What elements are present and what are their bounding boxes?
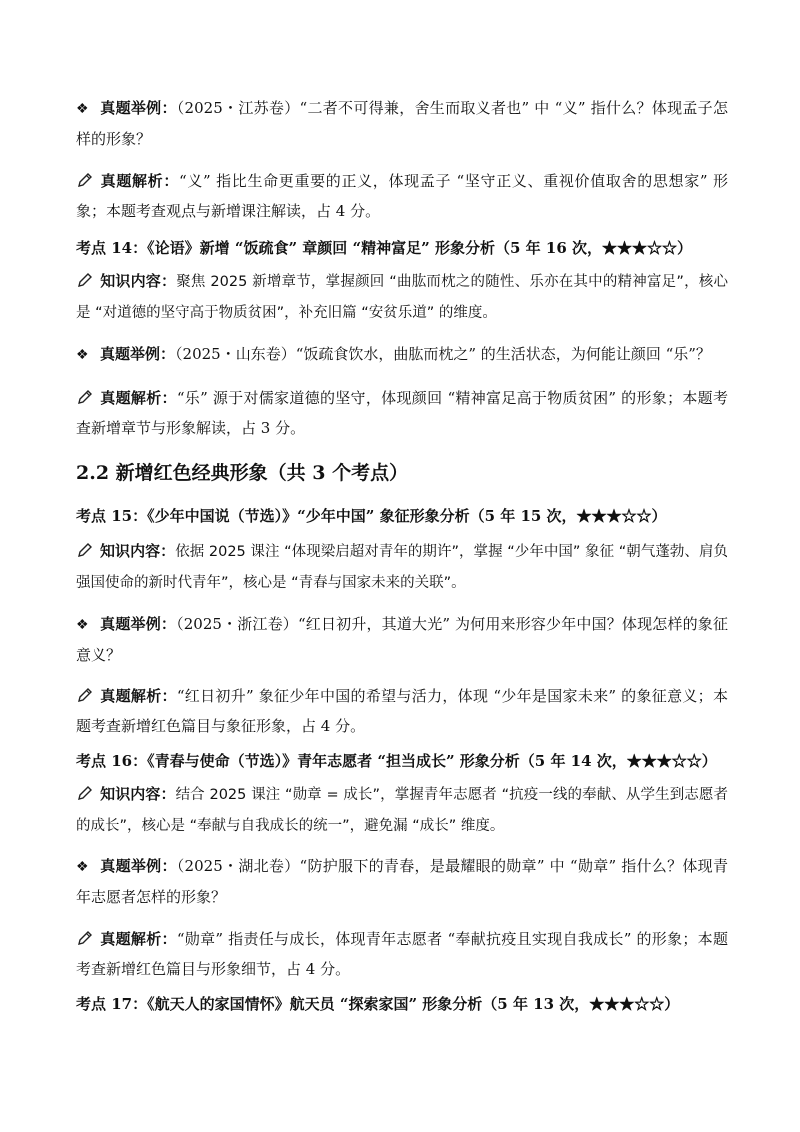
block-label: 真题举例 — [100, 345, 161, 363]
pencil-icon — [76, 383, 96, 413]
block-text: “乐” 源于对儒家道德的坚守，体现颜回 “精神富足高于物质贫困” 的形象；本题考查新增章节与形象解读，占 3 分。 — [76, 389, 728, 437]
exam-example: ❖ 真题举例：（2025・湖北卷）“防护服下的青春，是最耀眼的勋章” 中 “勋章” 指什么？体现青年志愿者怎样的形象？ — [76, 851, 728, 912]
kaodian-heading: 考点 17：《航天人的家国情怀》航天员 “探索家国” 形象分析（5 年 13 次，★★★☆☆） — [76, 995, 680, 1013]
block-label: 真题解析 — [100, 930, 162, 948]
pencil-icon — [76, 166, 96, 196]
knowledge-content: 知识内容：聚焦 2025 新增章节，掌握颜回 “曲肱而枕之的随性、乐亦在其中的精神富足”，核心是 “对道德的坚守高于物质贫困”，补充旧篇 “安贫乐道” 的维度。 — [76, 266, 728, 328]
block-text: （2025・江苏卷）“二者不可得兼，舍生而取义者也” 中 “义” 指什么？体现孟子怎样的形象？ — [76, 99, 728, 148]
block-label: 知识内容 — [100, 785, 161, 803]
block-text: 依据 2025 课注 “体现梁启超对青年的期许”，掌握 “少年中国” 象征 “朝气蓬勃、肩负强国使命的新时代青年”，核心是 “青春与国家未来的关联”。 — [76, 544, 728, 591]
kaodian-heading: 考点 15：《少年中国说（节选）》“少年中国” 象征形象分析（5 年 15 次，★★★☆☆） — [76, 507, 667, 525]
pen-icon — [76, 266, 96, 296]
block-label: 知识内容 — [100, 542, 161, 560]
block-text: “勋章” 指责任与成长，体现青年志愿者 “奉献抗疫且实现自我成长” 的形象；本题考查新增红色篇目与形象细节，占 4 分。 — [76, 930, 728, 978]
knowledge-content: 知识内容：依据 2025 课注 “体现梁启超对青年的期许”，掌握 “少年中国” 象征 “朝气蓬勃、肩负强国使命的新时代青年”，核心是 “青春与国家未来的关联”。 — [76, 536, 728, 598]
exam-example: ❖ 真题举例：（2025・江苏卷）“二者不可得兼，舍生而取义者也” 中 “义” 指什么？体现孟子怎样的形象？ — [76, 93, 728, 154]
diamond-icon: ❖ — [76, 101, 89, 117]
pencil-icon — [76, 681, 96, 711]
kaodian-heading: 考点 14：《论语》新增 “饭疏食” 章颜回 “精神富足” 形象分析（5 年 16 次，★★★☆☆） — [76, 239, 692, 257]
diamond-icon: ❖ — [76, 617, 89, 633]
exam-analysis: 真题解析：“勋章” 指责任与成长，体现青年志愿者 “奉献抗疫且实现自我成长” 的形象；本题考查新增红色篇目与形象细节，占 4 分。 — [76, 924, 728, 984]
kaodian-heading: 考点 16：《青春与使命（节选）》青年志愿者 “担当成长” 形象分析（5 年 14 次，★★★☆☆） — [76, 752, 717, 770]
exam-analysis: 真题解析：“红日初升” 象征少年中国的希望与活力，体现 “少年是国家未来” 的象征意义；本题考查新增红色篇目与象征形象，占 4 分。 — [76, 681, 728, 741]
block-label: 真题举例 — [100, 99, 162, 117]
block-text: （2025・山东卷）“饭疏食饮水，曲肱而枕之” 的生活状态，为何能让颜回 “乐”？ — [175, 345, 711, 363]
exam-example: ❖ 真题举例：（2025・山东卷）“饭疏食饮水，曲肱而枕之” 的生活状态，为何能让颜回 “乐”？ — [76, 339, 728, 370]
diamond-icon: ❖ — [76, 859, 89, 875]
block-text: （2025・浙江卷）“红日初升，其道大光” 为何用来形容少年中国？体现怎样的象征意义？ — [76, 615, 728, 664]
exam-analysis: 真题解析：“乐” 源于对儒家道德的坚守，体现颜回 “精神富足高于物质贫困” 的形象；本题考查新增章节与形象解读，占 3 分。 — [76, 383, 728, 443]
block-text: “义” 指比生命更重要的正义，体现孟子 “坚守正义、重视价值取舍的思想家” 形象；本题考查观点与新增课注解读，占 4 分。 — [76, 172, 728, 220]
section-heading: 2.2 新增红色经典形象（共 3 个考点） — [76, 462, 409, 484]
block-text: 结合 2025 课注 “勋章 = 成长”，掌握青年志愿者 “抗疫一线的奉献、从学生到志愿者的成长”，核心是 “奉献与自我成长的统一”，避免漏 “成长” 维度。 — [76, 787, 728, 834]
exam-example: ❖ 真题举例：（2025・浙江卷）“红日初升，其道大光” 为何用来形容少年中国？体现怎样的象征意义？ — [76, 609, 728, 670]
knowledge-content: 知识内容：结合 2025 课注 “勋章 = 成长”，掌握青年志愿者 “抗疫一线的奉献、从学生到志愿者的成长”，核心是 “奉献与自我成长的统一”，避免漏 “成长” 维度。 — [76, 779, 728, 841]
block-text: “红日初升” 象征少年中国的希望与活力，体现 “少年是国家未来” 的象征意义；本题考查新增红色篇目与象征形象，占 4 分。 — [76, 687, 728, 735]
pen-icon — [76, 536, 96, 566]
block-label: 真题解析 — [100, 687, 162, 705]
block-label: 知识内容 — [100, 272, 162, 290]
block-label: 真题举例 — [100, 615, 161, 633]
pen-icon — [76, 779, 96, 809]
block-text: 聚焦 2025 新增章节，掌握颜回 “曲肱而枕之的随性、乐亦在其中的精神富足”，核心是 “对道德的坚守高于物质贫困”，补充旧篇 “安贫乐道” 的维度。 — [76, 274, 728, 321]
diamond-icon: ❖ — [76, 347, 89, 363]
block-label: 真题解析 — [100, 172, 164, 190]
exam-analysis: 真题解析：“义” 指比生命更重要的正义，体现孟子 “坚守正义、重视价值取舍的思想家” 形象；本题考查观点与新增课注解读，占 4 分。 — [76, 166, 728, 226]
block-text: （2025・湖北卷）“防护服下的青春，是最耀眼的勋章” 中 “勋章” 指什么？体现青年志愿者怎样的形象？ — [76, 857, 728, 906]
pencil-icon — [76, 924, 96, 954]
block-label: 真题举例 — [100, 857, 162, 875]
block-label: 真题解析 — [100, 389, 162, 407]
